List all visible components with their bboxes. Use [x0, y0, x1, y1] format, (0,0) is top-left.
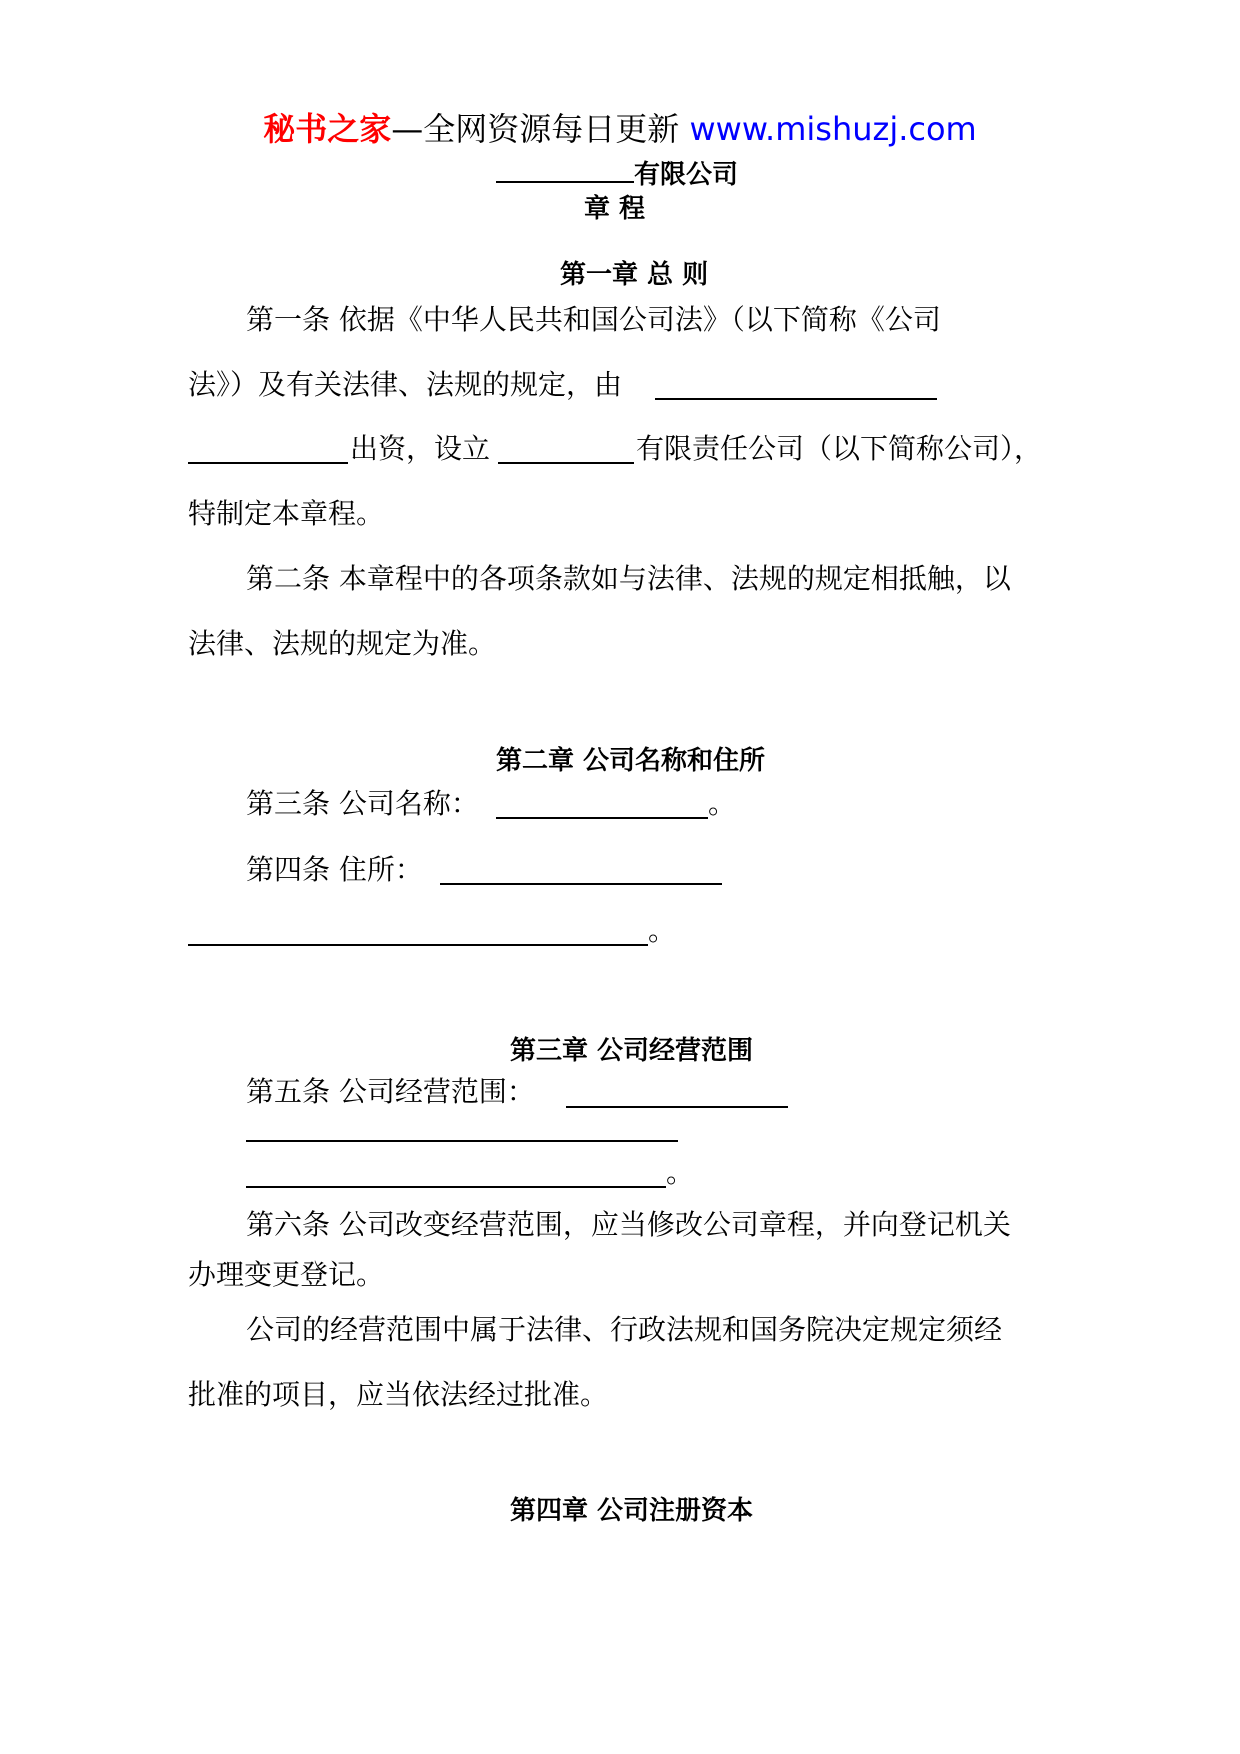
header-tagline: —全网资源每日更新 — [391, 110, 680, 148]
article-5-label: 第五条 公司经营范围： — [246, 1075, 535, 1108]
approval-paragraph-line-1: 公司的经营范围中属于法律、行政法规和国务院决定规定须经 — [246, 1313, 1003, 1346]
article-6-line-1: 第六条 公司改变经营范围，应当修改公司章程，并向登记机关 — [246, 1208, 1011, 1241]
article-1-line-4: 特制定本章程。 — [188, 497, 385, 530]
company-name-blank — [496, 155, 634, 183]
article-1-line-3a: 出资，设立 — [350, 432, 491, 465]
article-2-line-1: 第二条 本章程中的各项条款如与法律、法规的规定相抵触，以 — [246, 562, 1011, 595]
article-5-end: 。 — [666, 1156, 695, 1189]
chapter-heading-3: 第三章 公司经营范围 — [510, 1036, 754, 1066]
article-3-end: 。 — [708, 787, 737, 820]
company-title — [496, 154, 738, 191]
site-url-link[interactable]: www.mishuzj.com — [689, 110, 977, 148]
article-1-line-1: 第一条 依据《中华人民共和国公司法》（以下简称《公司 — [246, 303, 941, 336]
chapter-heading-4: 第四章 公司注册资本 — [510, 1496, 754, 1526]
address-blank-2 — [188, 944, 648, 946]
chapter-heading-1: 第一章 总 则 — [560, 260, 709, 290]
site-header — [0, 104, 1240, 150]
founder-blank-1 — [655, 398, 937, 400]
article-1-line-2-text: 法》）及有关法律、法规的规定，由 — [188, 368, 623, 401]
company-blank-2 — [498, 462, 634, 464]
article-3-label: 第三条 公司名称： — [246, 787, 479, 820]
approval-paragraph-line-2: 批准的项目，应当依法经过批准。 — [188, 1378, 609, 1411]
business-scope-blank-3 — [246, 1186, 666, 1188]
article-6-line-2: 办理变更登记。 — [188, 1258, 385, 1291]
brand-name: 秘书之家 — [263, 110, 392, 148]
company-title-suffix: 有限公司 — [634, 160, 739, 190]
business-scope-blank-1 — [566, 1106, 788, 1108]
chapter-heading-2: 第二章 公司名称和住所 — [496, 746, 766, 776]
article-2-line-2: 法律、法规的规定为准。 — [188, 627, 497, 660]
business-scope-blank-2 — [246, 1140, 678, 1142]
article-1-line-2 — [188, 368, 622, 402]
article-4-label: 第四条 住所： — [246, 853, 423, 886]
article-4-end: 。 — [648, 914, 677, 947]
company-name-field-blank — [496, 817, 708, 819]
founder-blank-2 — [188, 462, 348, 464]
address-blank-1 — [440, 883, 722, 885]
doc-type-title: 章 程 — [584, 194, 646, 224]
article-1-line-3b: 有限责任公司（以下简称公司）， — [636, 432, 1043, 465]
